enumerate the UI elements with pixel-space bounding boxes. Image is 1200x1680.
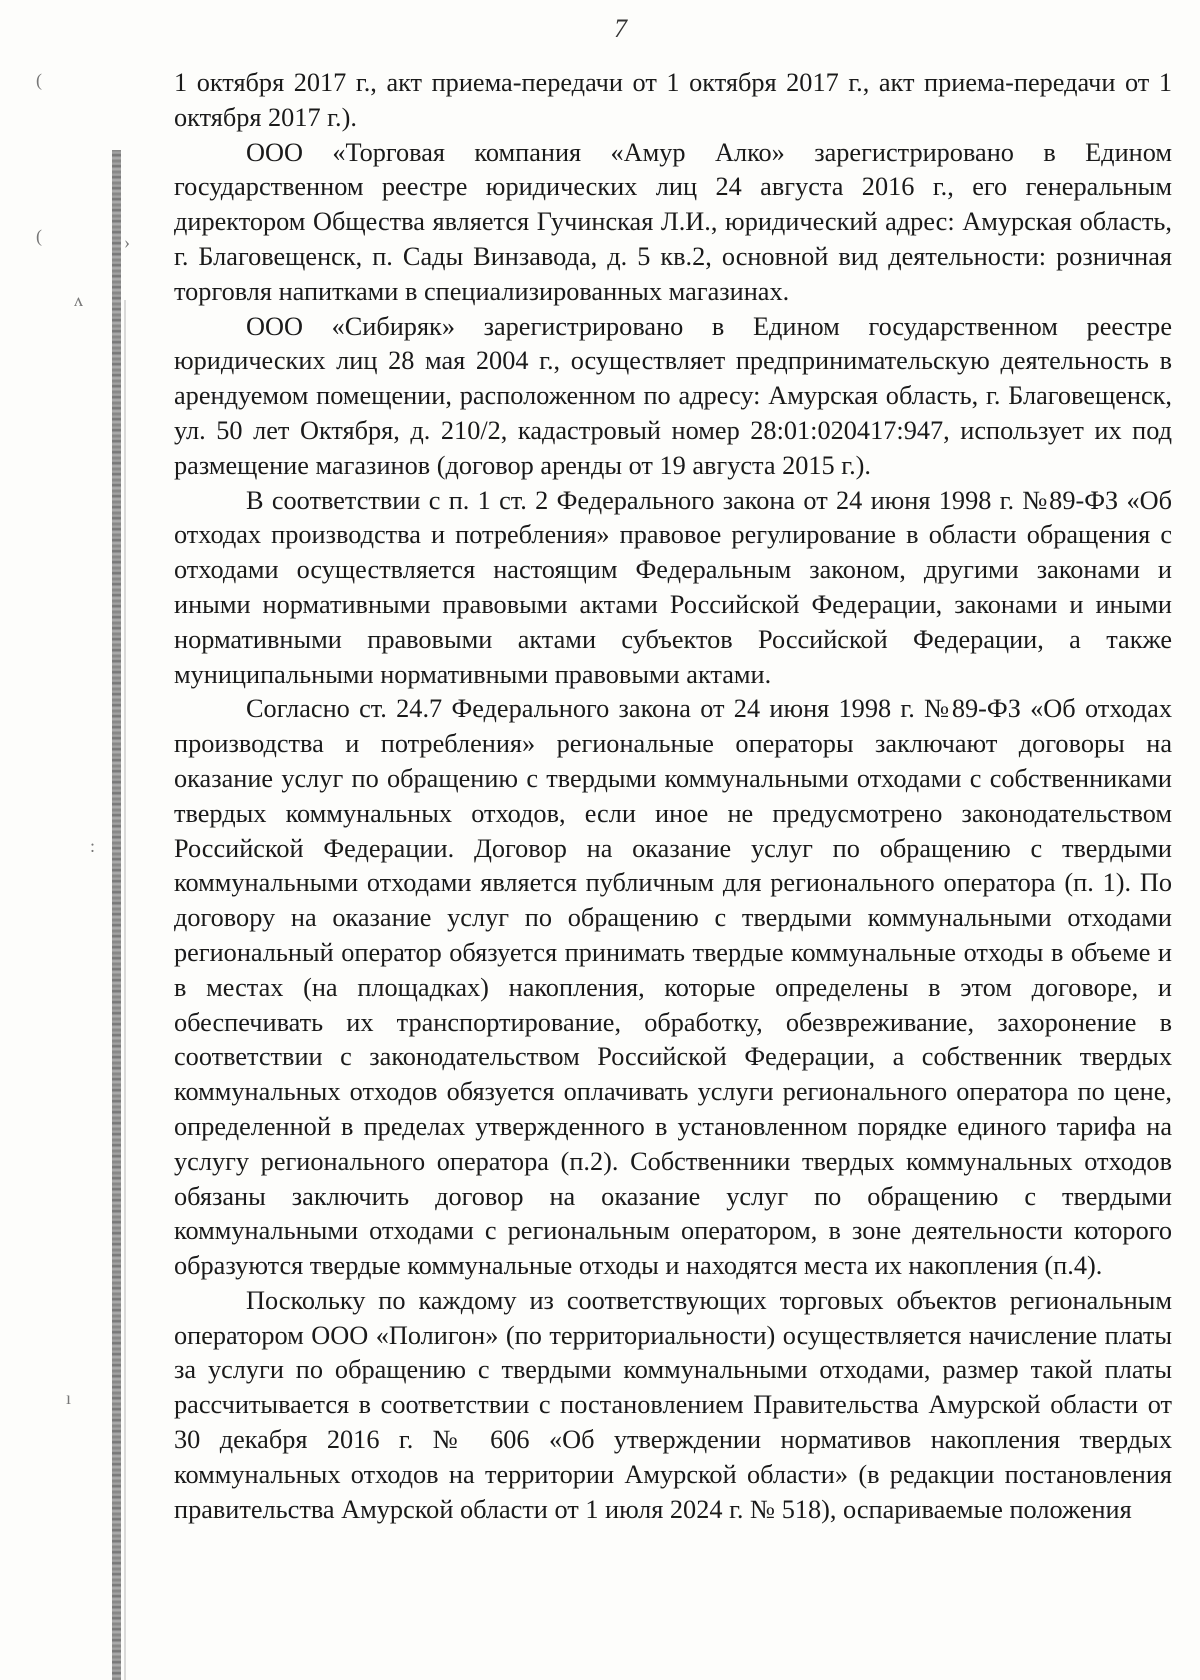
paragraph: Согласно ст. 24.7 Федерального закона от 24 июня 1998 г. №89-ФЗ «Об отходах производства и потребления» региональные операторы заключают договоры на оказание услуг по обращению с твердыми коммунальными отходами с собственниками твердых коммунальных отходов, если иное не предусмотрено законодательством Российской Федерации. Договор на оказание услуг по обращению с твердыми коммунальными отходами является публичным для регионального оператора (п. 1). По договору на оказание услуг по обращению с твердыми коммунальными отходами региональный оператор обязуется принимать твердые коммунальные отходы в объеме и в местах (на площадках) накопления, которые определены в этом договоре, и обеспечивать их транспортирование, обработку, обезвреживание, захоронение в соответствии с законодательством Российской Федерации, а собственник твердых коммунальных отходов обязуется оплачивать услуги регионального оператора по цене, определенной в пределах утвержденного в установленном порядке единого тарифа на услугу регионального оператора (п.2). Собственники твердых коммунальных отходов обязаны заключить договор на оказание услуг по обращению с твердыми коммунальными отходами с региональным оператором, в зоне деятельности которого образуются твердые коммунальные отходы и находятся места их накопления (п.4). — [174, 694, 1172, 1281]
paragraph: 1 октября 2017 г., акт приема-передачи от 1 октября 2017 г., акт приема-передачи от 1 октября 2017 г.). — [174, 68, 1172, 132]
paragraph: ООО «Сибиряк» зарегистрировано в Едином государственном реестре юридических лиц 28 мая 2004 г., осуществляет предпринимательскую деятельность в арендуемом помещении, расположенном по адресу: Амурская область, г. Благовещенск, ул. 50 лет Октября, д. 210/2, кадастровый номер 28:01:020417:947, использует их под размещение магазинов (договор аренды от 19 августа 2015 г.). — [174, 311, 1172, 480]
paragraph: ООО «Торговая компания «Амур Алко» зарегистрировано в Едином государственном реестре юридических лиц 24 августа 2016 г., его генеральным директором Общества является Гучинская Л.И., юридический адрес: Амурская область, г. Благовещенск, п. Сады Винзавода, д. 5 кв.2, основной вид деятельности: розничная торговля напитками в специализированных магазинах. — [174, 137, 1172, 306]
scan-mark: : — [90, 836, 96, 856]
document-body — [174, 66, 1172, 1527]
paragraph: Поскольку по каждому из соответствующих торговых объектов региональным оператором ООО «Полигон» (по территориальности) осуществляется начисление платы за услуги по обращению с твердыми коммунальными отходами, размер такой платы рассчитывается в соответствии с постановлением Правительства Амурской области от 30 декабря 2016 г. № 606 «Об утверждении нормативов накопления твердых коммунальных отходов на территории Амурской области» (в редакции постановления правительства Амурской области от 1 июля 2024 г. № 518), оспариваемые положения — [174, 1285, 1172, 1524]
scan-mark: ı — [66, 1388, 72, 1408]
scan-mark: ( — [36, 226, 42, 246]
scan-mark: ʌ — [74, 290, 83, 310]
page-number: 7 — [614, 14, 627, 43]
scan-mark: › — [124, 232, 130, 252]
scan-binding-shadow — [112, 150, 121, 1680]
scan-edge-line — [124, 300, 126, 1680]
paragraph: В соответствии с п. 1 ст. 2 Федерального закона от 24 июня 1998 г. №89-ФЗ «Об отходах производства и потребления» правовое регулирование в области обращения с отходами осуществляется настоящим Федеральным законом, другими законами и иными нормативными правовыми актами Российской Федерации, законами и иными нормативными правовыми актами субъектов Российской Федерации, а также муниципальными нормативными правовыми актами. — [174, 485, 1172, 689]
scan-mark: ( — [36, 70, 42, 90]
